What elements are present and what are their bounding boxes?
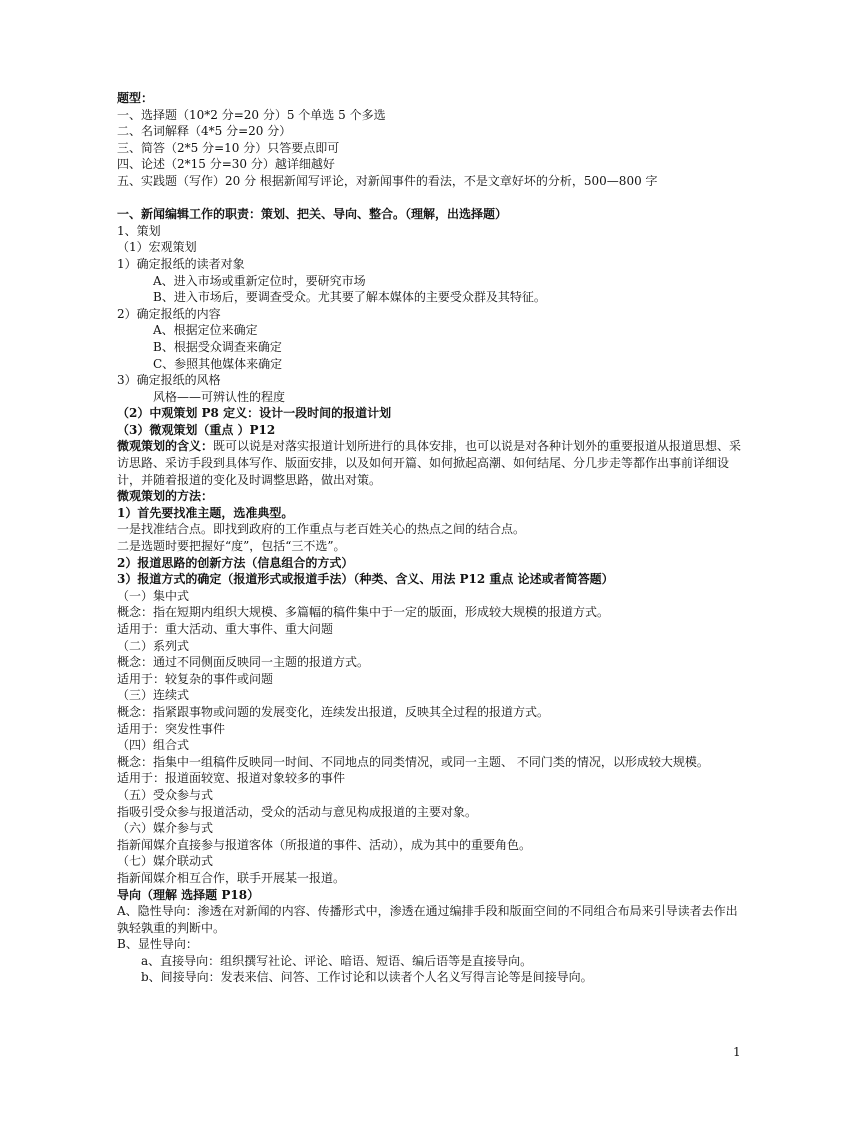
method-heading: 3）报道方式的确定（报道形式或报道手法）（种类、含义、用法 P12 重点 论述或者简答题） bbox=[117, 572, 614, 587]
micro-def-label: 微观策划的含义： bbox=[117, 439, 214, 454]
micro-method-heading: 微观策划的方法： bbox=[117, 489, 214, 504]
exam-type-item: 二、名词解释（4*5 分=20 分） bbox=[117, 124, 292, 139]
type-concept: 指新闻媒介直接参与报道客体（所报道的事件、活动），成为其中的重要角色。 bbox=[117, 837, 532, 852]
method-heading: 2）报道思路的创新方法（信息组合的方式） bbox=[117, 555, 354, 570]
exam-type-item: 四、论述（2*15 分=30 分）越详细越好 bbox=[117, 157, 335, 172]
exam-type-item: 五、实践题（写作）20 分 根据新闻写评论，对新闻事件的看法，不是文章好坏的分析，500—800 字 bbox=[117, 173, 658, 188]
guidance-heading: 导向（理解 选择题 P18） bbox=[117, 887, 260, 902]
micro-definition bbox=[117, 438, 742, 488]
list-item: A、进入市场或重新定位时，要研究市场 bbox=[153, 273, 366, 288]
exam-type-item: 一、选择题（10*2 分=20 分）5 个单选 5 个多选 bbox=[117, 107, 386, 122]
method-heading: 1）首先要找准主题，选准典型。 bbox=[117, 505, 294, 520]
list-item: 风格——可辨认性的程度 bbox=[153, 389, 286, 404]
micro-def-text: 既可以说是对落实报道计划所进行的具体安排，也可以说是对各种计划外的重要报道从报道思想、采访思路、采访手段到具体写作、版面安排，以及如何开篇、如何掀起高潮、如何结尾、分几步走等都作出事前详细设计，并随着报道的变化及时调整思路，做出对策。 bbox=[117, 439, 742, 487]
exam-types-title: 题型： bbox=[117, 91, 154, 105]
type-usage: 适用于：较复杂的事件或问题 bbox=[117, 671, 274, 686]
list-item: C、参照其他媒体来确定 bbox=[153, 356, 283, 371]
page-number: 1 bbox=[733, 1045, 741, 1059]
type-title: （二）系列式 bbox=[117, 638, 190, 653]
subheading-macro: （1）宏观策划 bbox=[117, 240, 197, 255]
list-item: 3）确定报纸的风格 bbox=[117, 373, 221, 388]
guidance-explicit-b: b、间接导向：发表来信、问答、工作讨论和以读者个人名义写得言论等是间接导向。 bbox=[141, 970, 593, 985]
type-concept: 指吸引受众参与报道活动，受众的活动与意见构成报道的主要对象。 bbox=[117, 804, 478, 819]
type-concept: 概念：通过不同侧面反映同一主题的报道方式。 bbox=[117, 655, 370, 670]
paragraph: 一是找准结合点。即找到政府的工作重点与老百姓关心的热点之间的结合点。 bbox=[117, 522, 526, 537]
type-concept: 概念：指在短期内组织大规模、多篇幅的稿件集中于一定的版面，形成较大规模的报道方式。 bbox=[117, 605, 610, 620]
exam-type-item: 三、简答（2*5 分=10 分）只答要点即可 bbox=[117, 140, 340, 155]
type-title: （七）媒介联动式 bbox=[117, 854, 214, 869]
subheading-meso: （2）中观策划 P8 定义：设计一段时间的报道计划 bbox=[117, 406, 392, 421]
type-concept: 概念：指集中一组稿件反映同一时间、不同地点的同类情况，或同一主题、 不同门类的情况，以形成较大规模。 bbox=[117, 754, 709, 769]
list-item: A、根据定位来确定 bbox=[153, 323, 258, 338]
type-concept: 指新闻媒介相互合作，联手开展某一报道。 bbox=[117, 870, 346, 885]
list-item: 1）确定报纸的读者对象 bbox=[117, 256, 245, 271]
subheading-planning: 1、策划 bbox=[117, 223, 161, 238]
section-heading: 一、新闻编辑工作的职责：策划、把关、导向、整合。（理解，出选择题） bbox=[117, 207, 508, 222]
type-title: （一）集中式 bbox=[117, 588, 190, 603]
type-title: （四）组合式 bbox=[117, 738, 190, 753]
type-title: （三）连续式 bbox=[117, 688, 190, 703]
type-usage: 适用于：突发性事件 bbox=[117, 721, 226, 736]
type-concept: 概念：指紧跟事物或问题的发展变化，连续发出报道，反映其全过程的报道方式。 bbox=[117, 704, 550, 719]
paragraph: 二是选题时要把握好“度”，包括“三不选”。 bbox=[117, 539, 346, 554]
guidance-explicit: B、显性导向： bbox=[117, 937, 198, 952]
guidance-implicit: A、隐性导向：渗透在对新闻的内容、传播形式中，渗透在通过编排手段和版面空间的不同组合布局来引导读者去作出孰轻孰重的判断中。 bbox=[117, 904, 738, 935]
list-item: B、进入市场后，要调查受众。尤其要了解本媒体的主要受众群及其特征。 bbox=[153, 290, 546, 305]
type-title: （六）媒介参与式 bbox=[117, 821, 214, 836]
page-content bbox=[117, 90, 742, 986]
type-usage: 适用于：报道面较宽、报道对象较多的事件 bbox=[117, 771, 346, 786]
type-title: （五）受众参与式 bbox=[117, 787, 214, 802]
list-item: B、根据受众调查来确定 bbox=[153, 339, 282, 354]
subheading-micro: （3）微观策划（重点 ）P12 bbox=[117, 422, 276, 437]
list-item: 2）确定报纸的内容 bbox=[117, 306, 221, 321]
type-usage: 适用于：重大活动、重大事件、重大问题 bbox=[117, 622, 334, 636]
guidance-explicit-a: a、直接导向：组织撰写社论、评论、暗语、短语、编后语等是直接导向。 bbox=[141, 953, 533, 968]
